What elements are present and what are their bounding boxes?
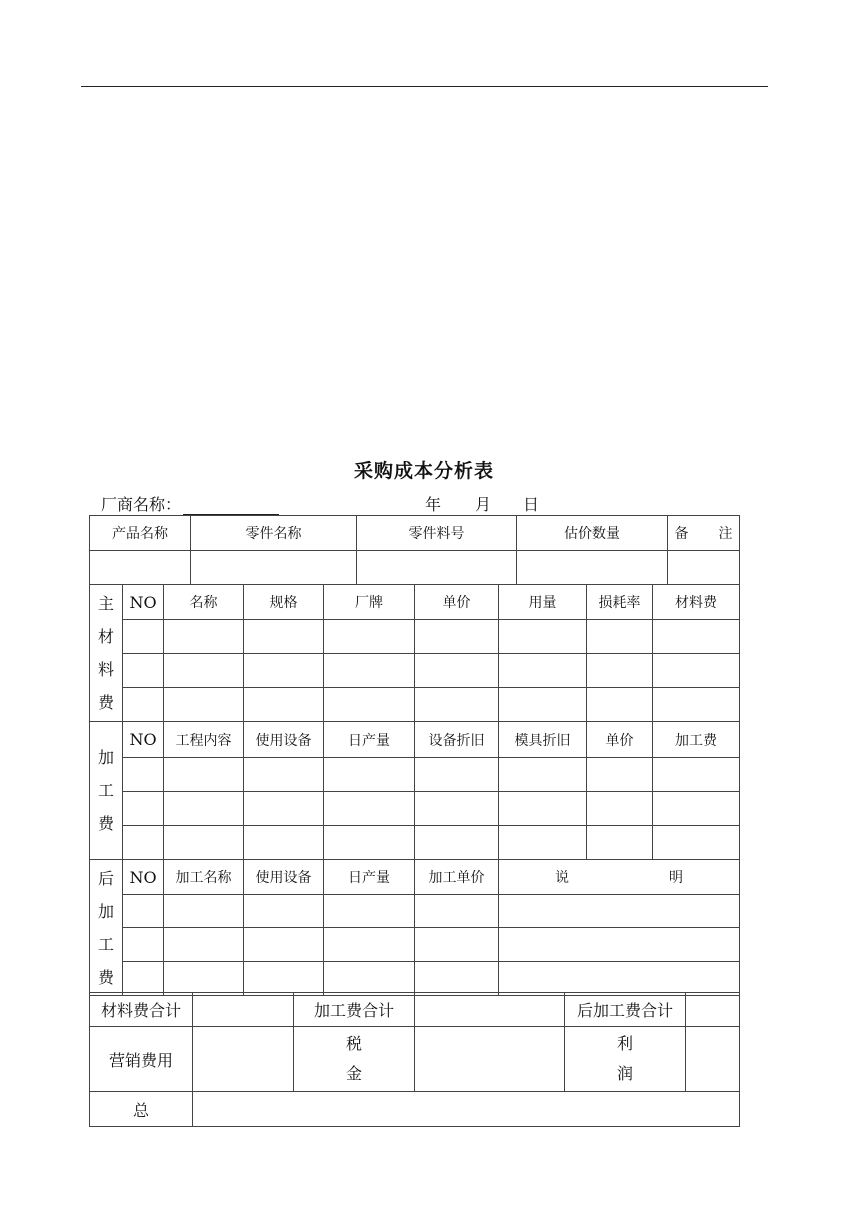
remarks-cell[interactable] — [668, 551, 740, 585]
header-rule — [81, 86, 768, 87]
proc-col-content: 工程内容 — [164, 722, 244, 758]
part-name-header: 零件名称 — [191, 516, 357, 551]
proc-col-unit-price: 单价 — [587, 722, 653, 758]
table-row — [90, 928, 740, 962]
tax-value[interactable] — [415, 1027, 565, 1092]
vendor-blank[interactable] — [183, 499, 279, 515]
processing-total-label: 加工费合计 — [294, 993, 415, 1027]
part-number-header: 零件料号 — [357, 516, 517, 551]
proc-col-mold-depreciation: 模具折旧 — [499, 722, 587, 758]
grand-total-label: 总 — [90, 1092, 193, 1127]
estimated-qty-cell[interactable] — [517, 551, 668, 585]
post-col-daily-output: 日产量 — [324, 860, 415, 895]
mm-col-name: 名称 — [164, 585, 244, 620]
date-line — [425, 492, 539, 515]
table-row — [90, 962, 740, 996]
post-col-equipment: 使用设备 — [244, 860, 324, 895]
vendor-line — [101, 492, 279, 515]
mm-col-loss-rate: 损耗率 — [587, 585, 653, 620]
table-row — [90, 895, 740, 928]
product-table — [89, 515, 740, 585]
page-title: 采购成本分析表 — [353, 460, 494, 482]
product-name-cell[interactable] — [90, 551, 191, 585]
part-number-cell[interactable] — [357, 551, 517, 585]
processing-label: 加 工 费 — [90, 722, 123, 860]
proc-col-no: NO — [123, 722, 164, 758]
post-processing-label: 后 加 工 费 — [90, 860, 123, 996]
date-month: 月 — [475, 495, 492, 514]
mm-col-material-cost: 材料费 — [653, 585, 740, 620]
grand-total-value[interactable] — [193, 1092, 740, 1127]
material-total-value[interactable] — [193, 993, 294, 1027]
post-col-name: 加工名称 — [164, 860, 244, 895]
processing-total-value[interactable] — [415, 993, 565, 1027]
estimated-qty-header: 估价数量 — [517, 516, 668, 551]
proc-col-equipment: 使用设备 — [244, 722, 324, 758]
mm-col-brand: 厂牌 — [324, 585, 415, 620]
product-name-header: 产品名称 — [90, 516, 191, 551]
proc-col-processing-cost: 加工费 — [653, 722, 740, 758]
date-day: 日 — [523, 495, 540, 514]
table-row — [90, 654, 740, 688]
mm-col-no: NO — [123, 585, 164, 620]
date-year: 年 — [425, 495, 442, 514]
mm-col-spec: 规格 — [244, 585, 324, 620]
table-row — [90, 826, 740, 860]
profit-value[interactable] — [686, 1027, 740, 1092]
material-total-label: 材料费合计 — [90, 993, 193, 1027]
remarks-header: 备 注 — [668, 516, 740, 551]
table-row — [90, 758, 740, 792]
marketing-label: 营销费用 — [90, 1027, 193, 1092]
vendor-label: 厂商名称： — [101, 495, 182, 514]
table-row — [90, 620, 740, 654]
post-processing-total-label: 后加工费合计 — [565, 993, 686, 1027]
post-col-no: NO — [123, 860, 164, 895]
table-row — [90, 688, 740, 722]
profit-label: 利 润 — [565, 1027, 686, 1092]
main-material-label: 主 材 料 费 — [90, 585, 123, 722]
mm-col-usage: 用量 — [499, 585, 587, 620]
cost-detail-table — [89, 584, 740, 996]
marketing-value[interactable] — [193, 1027, 294, 1092]
proc-col-equipment-depreciation: 设备折旧 — [415, 722, 499, 758]
proc-col-daily-output: 日产量 — [324, 722, 415, 758]
tax-label: 税 金 — [294, 1027, 415, 1092]
part-name-cell[interactable] — [191, 551, 357, 585]
post-col-notes: 说 明 — [499, 860, 740, 895]
table-row — [90, 792, 740, 826]
post-col-unit-price: 加工单价 — [415, 860, 499, 895]
post-processing-total-value[interactable] — [686, 993, 740, 1027]
totals-table — [89, 992, 740, 1127]
mm-col-unit-price: 单价 — [415, 585, 499, 620]
